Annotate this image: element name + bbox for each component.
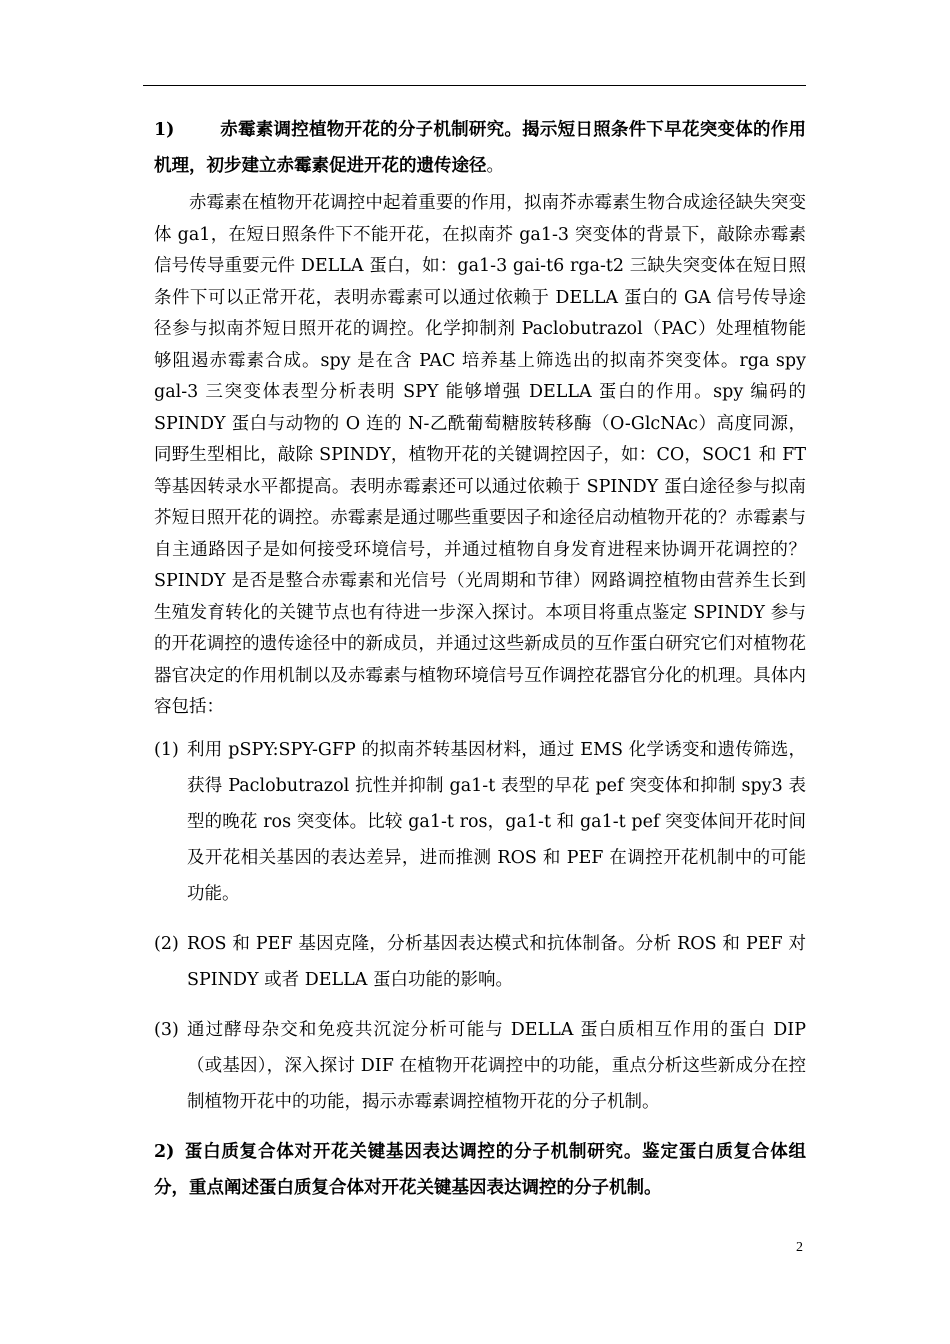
list-item-text: 通过酵母杂交和免疫共沉淀分析可能与 DELLA 蛋白质相互作用的蛋白 DIP（或基因），深入探讨 DIF 在植物开花调控中的功能，重点分析这些新成分在控制植物开花中的功能，揭示赤霉素调控植物开花的分子机制。 (187, 1019, 806, 1112)
intro-paragraph: 赤霉素在植物开花调控中起着重要的作用，拟南芥赤霉素生物合成途径缺失突变体 ga1，在短日照条件下不能开花，在拟南芥 ga1-3 突变体的背景下，敲除赤霉素信号传导重要元件 DELLA 蛋白，如：ga1-3 gai-t6 rga-t2 三缺失突变体在短日照条件下可以正常开花，表明赤霉素可以通过依赖于 DELLA 蛋白的 GA 信号传导途径参与拟南芥短日照开花的调控。化学抑制剂 Paclobutrazol（PAC）处理植物能够阻遏赤霉素合成。spy 是在含 PAC 培养基上筛选出的拟南芥突变体。rga spy gal-3 三突变体表型分析表明 SPY 能够增强 DELLA 蛋白的作用。spy 编码的 SPINDY 蛋白与动物的 O 连的 N-乙酰葡萄糖胺转移酶（O-GlcNAc）高度同源，同野生型相比，敲除 SPINDY，植物开花的关键调控因子，如：CO，SOC1 和 FT 等基因转录水平都提高。表明赤霉素还可以通过依赖于 SPINDY 蛋白途径参与拟南芥短日照开花的调控。赤霉素是通过哪些重要因子和途径启动植物开花的？赤霉素与自主通路因子是如何接受环境信号，并通过植物自身发育进程来协调开花调控的？SPINDY 是否是整合赤霉素和光信号（光周期和节律）网路调控植物由营养生长到生殖发育转化的关键节点也有待进一步深入探讨。本项目将重点鉴定 SPINDY 参与的开花调控的遗传途径中的新成员，并通过这些新成员的互作蛋白研究它们对植物花器官决定的作用机制以及赤霉素与植物环境信号互作调控花器官分化的机理。具体内容包括： (154, 193, 806, 717)
section-2-number: 2) (154, 1141, 175, 1162)
list-marker: (2) (154, 933, 179, 954)
list-item (154, 926, 806, 998)
section-2-title: 蛋白质复合体对开花关键基因表达调控的分子机制研究。鉴定蛋白质复合体组分，重点阐述蛋白质复合体对开花关键基因表达调控的分子机制。 (154, 1141, 806, 1198)
list-item (154, 1012, 806, 1120)
document-body (154, 112, 806, 1210)
section-1-heading (154, 112, 806, 184)
section-1-title: 赤霉素调控植物开花的分子机制研究。揭示短日照条件下早花突变体的作用机理，初步建立赤霉素促进开花的遗传途径 (154, 120, 806, 176)
content-list (154, 732, 806, 1120)
list-item (154, 732, 806, 912)
header-rule (143, 85, 806, 86)
section-2-heading (154, 1134, 806, 1206)
page-number: 2 (796, 1240, 803, 1255)
list-item-text: 利用 pSPY:SPY-GFP 的拟南芥转基因材料，通过 EMS 化学诱变和遗传筛选，获得 Paclobutrazol 抗性并抑制 ga1-t 表型的早花 pef 突变体和抑制 spy3 表型的晚花 ros 突变体。比较 ga1-t ros，ga1-t 和 ga1-t pef 突变体间开花时间及开花相关基因的表达差异，进而推测 ROS 和 PEF 在调控开花机制中的可能功能。 (187, 739, 806, 904)
section-1-number: 1) (154, 120, 175, 140)
list-item-text: ROS 和 PEF 基因克隆，分析基因表达模式和抗体制备。分析 ROS 和 PEF 对 SPINDY 或者 DELLA 蛋白功能的影响。 (187, 933, 806, 990)
section-1-tail: 。 (486, 156, 504, 176)
list-marker: (3) (154, 1019, 179, 1040)
list-marker: (1) (154, 739, 179, 760)
